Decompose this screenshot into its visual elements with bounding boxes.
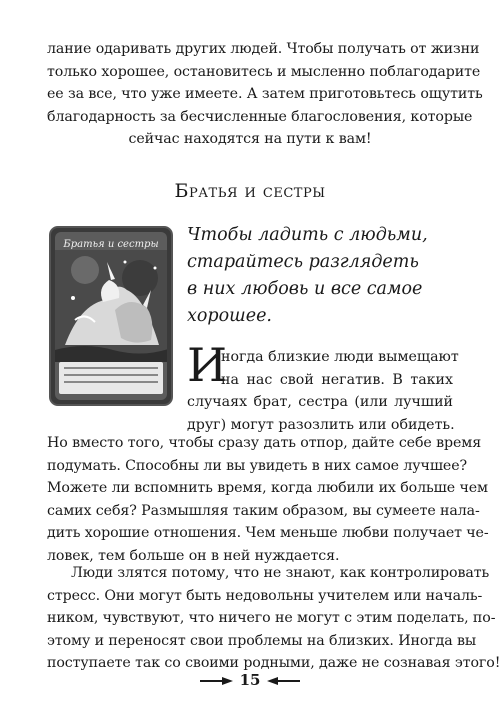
unicorns-illustration-icon [55,250,167,362]
text-line: сейчас находятся на пути к вам! [128,131,372,147]
drop-cap: И [187,338,228,392]
text-line: случаях брат, сестра (или лучший [187,394,453,410]
text-line: этому и переносят свои проблемы на близких. Иногда вы [47,632,477,649]
text-line: Люди злятся потому, что не знают, как контролировать [71,565,490,581]
intro-paragraph [47,38,483,151]
card-title: Братья и сестры [63,239,159,250]
text-line: на нас свой негатив. В таких [221,371,453,388]
body-paragraph [47,432,489,567]
text-line: самих себя? Размышляя таким образом, вы сумеете нала- [47,502,480,519]
card-caption-box [59,362,163,394]
text-line: дить хорошие отношения. Чем меньше любви получает че- [47,525,489,541]
body-paragraph [47,562,500,675]
body-paragraph-dropcap [187,338,459,436]
text-line: благодарность за бесчисленные благословения, которые [47,108,473,125]
section-heading: Братья и сестры [174,180,326,202]
text-line: ногда близкие люди вымещают [221,349,459,365]
quote-line: старайтесь разглядеть [187,252,419,272]
text-line: ее за все, что уже имеете. А затем приготовьтесь ощутить [47,86,483,102]
ornament-right-icon [266,676,300,686]
page-footer [0,671,500,689]
text-line: лание одаривать других людей. Чтобы получать от жизни [47,41,480,57]
text-line: Но вместо того, чтобы сразу дать отпор, дайте себе время [47,435,482,451]
text-line: ловек, тем больше он в ней нуждается. [47,547,340,564]
text-line: стресс. Они могут быть недовольны учителем или началь- [47,587,483,604]
text-line: подумать. Способны ли вы увидеть в них самое лучшее? [47,457,468,474]
text-line: только хорошее, остановитесь и мысленно поблагодарите [47,63,481,80]
ornament-left-icon [200,676,234,686]
text-line: ником, чувствуют, что ничего не могут с этим поделать, по- [47,610,496,626]
text-line: поступаете так со своими родными, даже не сознавая этого! [47,655,500,671]
oracle-card-image [49,226,173,406]
quote-line: хорошее. [187,306,272,326]
pull-quote [187,222,457,330]
quote-line: Чтобы ладить с людьми, [187,225,428,245]
text-line: друг) могут разозлить или обидеть. [187,416,455,433]
page-number: 15 [239,671,261,689]
card-frame [55,232,167,400]
text-line: Можете ли вспомнить время, когда любили их больше чем [47,480,488,496]
quote-line: в них любовь и все самое [187,279,423,299]
